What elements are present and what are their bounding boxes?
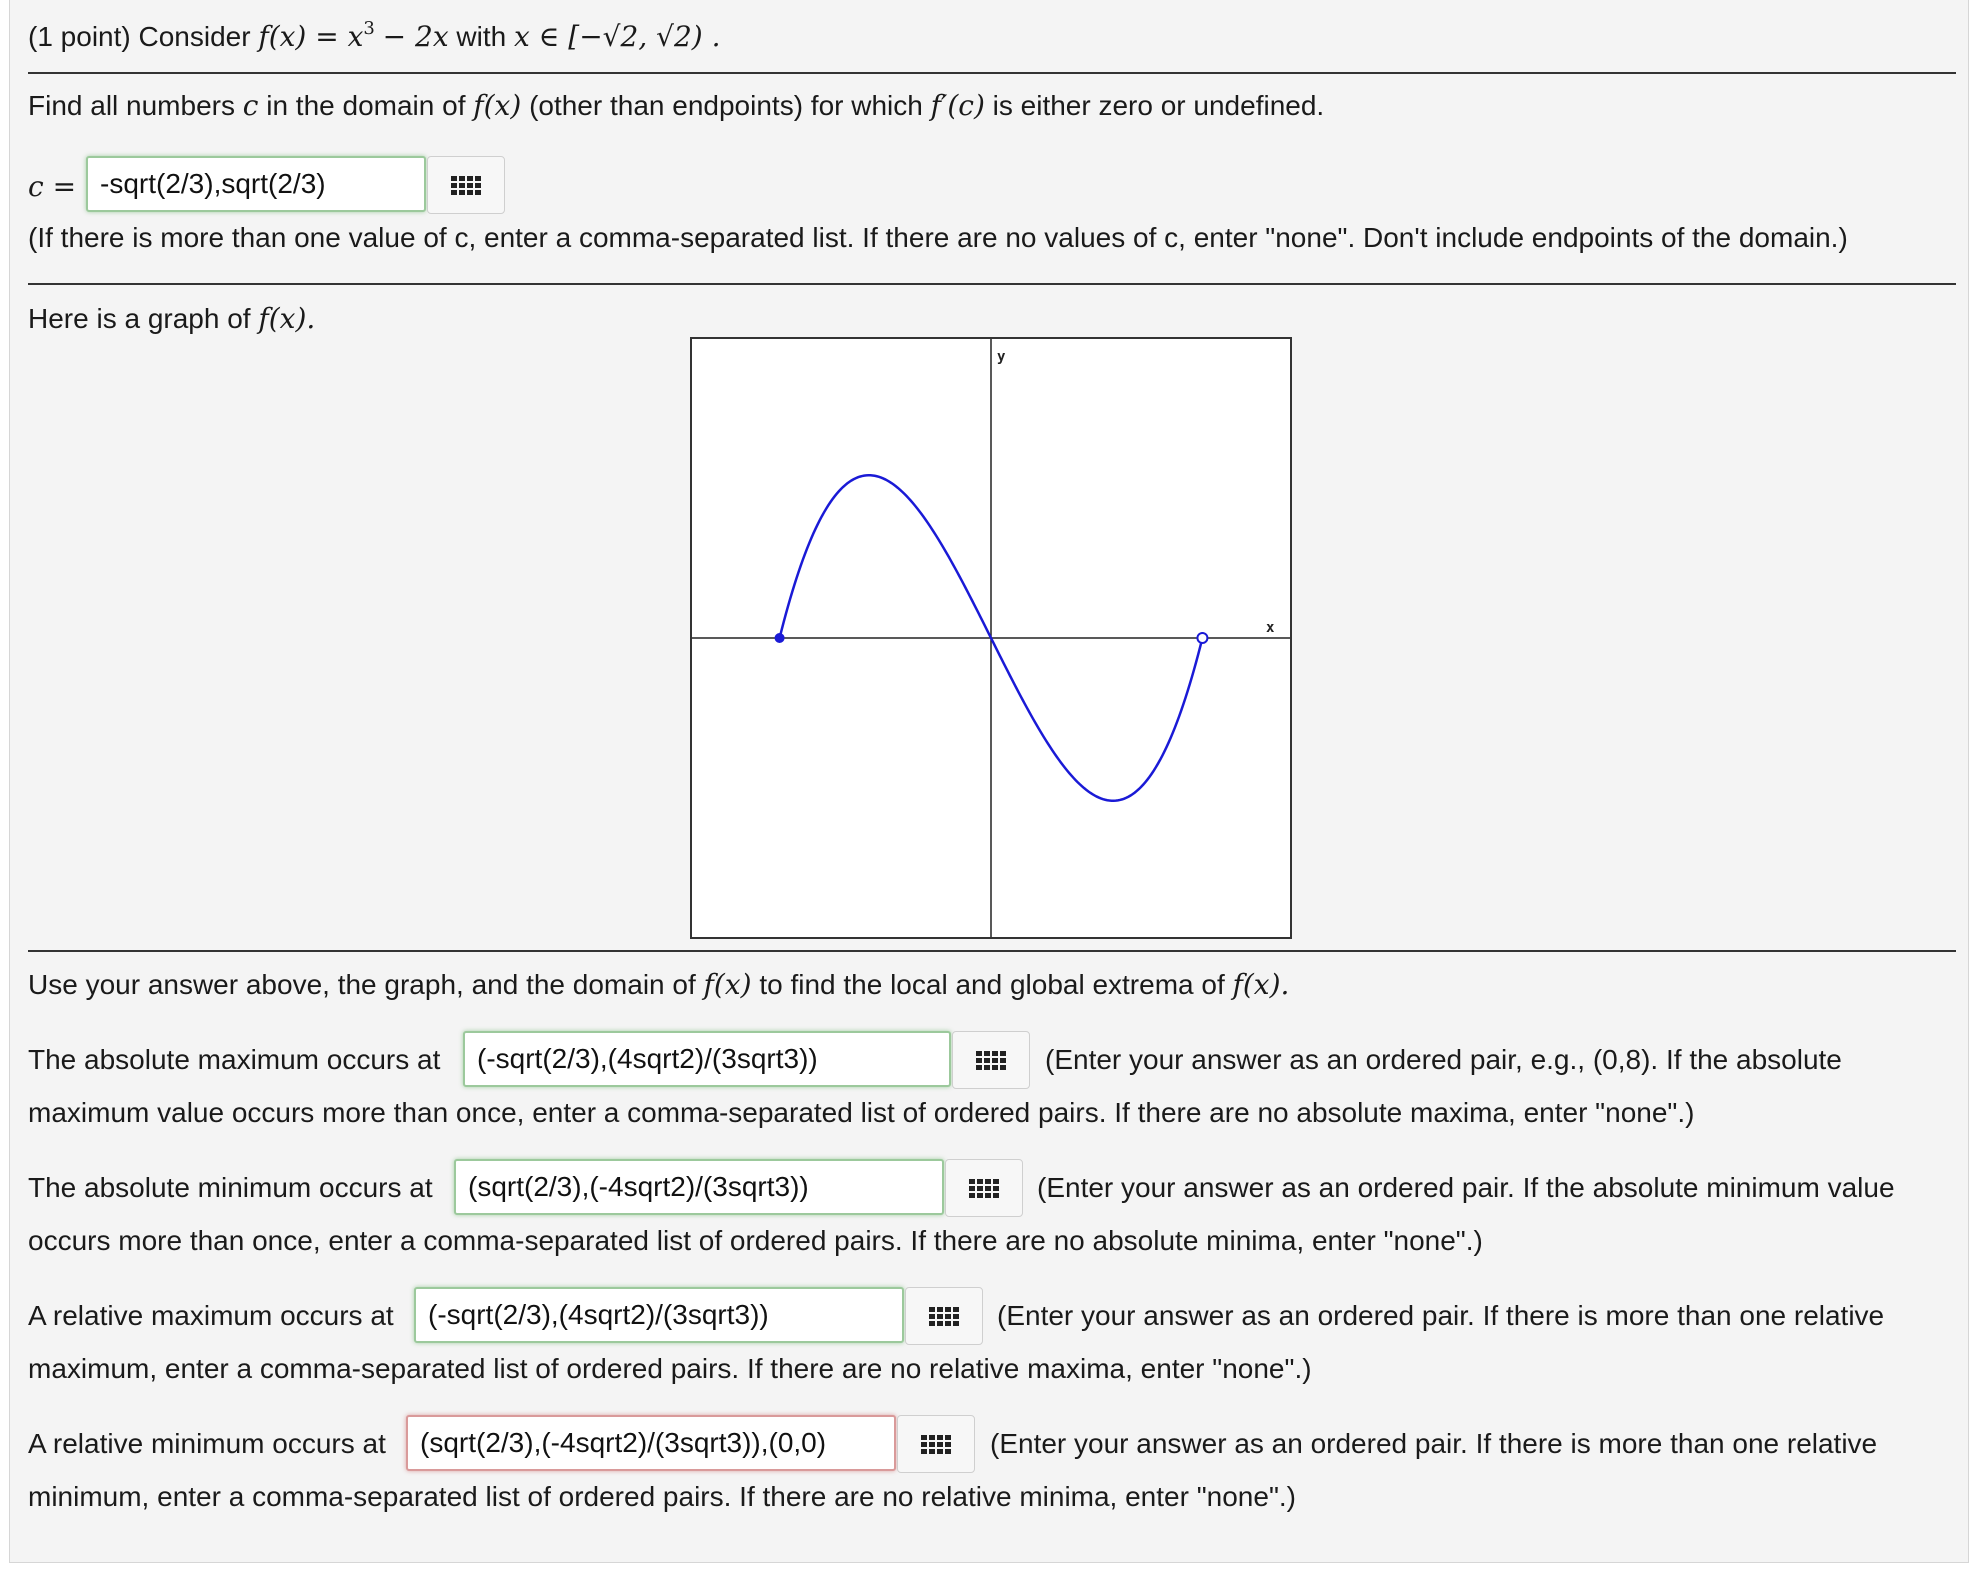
abs-max-label: The absolute maximum occurs at (28, 1044, 441, 1075)
q1-text-mid2: (other than endpoints) for which (529, 90, 923, 121)
closed-endpoint-dot (775, 633, 785, 643)
extrema-intro-fx2: f(x). (1232, 968, 1290, 1001)
keypad-icon (921, 1435, 951, 1454)
divider (28, 72, 1956, 74)
q1-c-var: c (242, 89, 259, 122)
graph-intro (28, 302, 315, 335)
problem-header (28, 20, 721, 53)
abs-min-label: The absolute minimum occurs at (28, 1172, 433, 1203)
header-with: with (456, 21, 507, 52)
extrema-intro-text: Use your answer above, the graph, and the domain of (28, 969, 696, 1000)
rel-max-hint-2: maximum, enter a comma-separated list of ordered pairs. If there are no relative maxima, enter "none".) (28, 1353, 1312, 1384)
keypad-icon (451, 176, 481, 195)
q1-prompt (28, 89, 1324, 122)
q1-fx: f(x) (473, 89, 522, 122)
q1-fpc: f′(c) (930, 89, 985, 122)
header-exponent: 3 (363, 18, 375, 39)
divider (28, 283, 1956, 285)
rel-max-label: A relative maximum occurs at (28, 1300, 394, 1331)
equation-editor-button[interactable] (952, 1031, 1030, 1089)
header-function: f(x) = x (258, 20, 364, 53)
header-function-rest: − 2x (382, 20, 449, 53)
q1-text-before: Find all numbers (28, 90, 235, 121)
rel-min-label: A relative minimum occurs at (28, 1428, 386, 1459)
abs-max-hint-2: maximum value occurs more than once, enter a comma-separated list of ordered pairs. If there are no absolute maxima, enter "none".) (28, 1097, 1695, 1128)
rel-max-hint-1: (Enter your answer as an ordered pair. If there is more than one relative (997, 1300, 1885, 1331)
rel-min-hint-2: minimum, enter a comma-separated list of ordered pairs. If there are no relative minima, enter "none".) (28, 1481, 1296, 1512)
graph-intro-fx: f(x). (258, 302, 316, 335)
open-endpoint-dot (1197, 633, 1207, 643)
graph-intro-text: Here is a graph of (28, 303, 251, 334)
rel-min-hint-1: (Enter your answer as an ordered pair. If there is more than one relative (990, 1428, 1878, 1459)
header-domain: x ∈ [−√2, √2) . (513, 20, 721, 53)
keypad-icon (929, 1307, 959, 1326)
q1-text-mid: in the domain of (266, 90, 466, 121)
abs-min-hint-2: occurs more than once, enter a comma-separated list of ordered pairs. If there are no absolute minima, enter "none".) (28, 1225, 1483, 1256)
abs-max-input[interactable]: (-sqrt(2/3),(4sqrt2)/(3sqrt3)) (463, 1031, 951, 1087)
y-axis-label: y (997, 349, 1006, 365)
extrema-intro-text-after: to find the local and global extrema of (759, 969, 1225, 1000)
rel-max-input[interactable]: (-sqrt(2/3),(4sqrt2)/(3sqrt3)) (414, 1287, 904, 1343)
divider (28, 950, 1956, 952)
extrema-intro-fx: f(x) (703, 968, 752, 1001)
extrema-intro (28, 968, 1289, 1001)
graph-svg (692, 339, 1290, 937)
function-graph (690, 337, 1292, 939)
keypad-icon (976, 1051, 1006, 1070)
keypad-icon (969, 1179, 999, 1198)
c-label: c = (28, 170, 77, 203)
q1-text-after: is either zero or undefined. (992, 90, 1325, 121)
x-axis-label: x (1266, 620, 1275, 636)
rel-min-input[interactable]: (sqrt(2/3),(-4sqrt2)/(3sqrt3)),(0,0) (406, 1415, 896, 1471)
abs-min-hint-1: (Enter your answer as an ordered pair. If the absolute minimum value (1037, 1172, 1895, 1203)
q1-hint: (If there is more than one value of c, enter a comma-separated list. If there are no values of c, enter "none". Don't include endpoints of the domain.) (28, 222, 1848, 253)
equation-editor-button[interactable] (897, 1415, 975, 1473)
c-answer-input[interactable]: -sqrt(2/3),sqrt(2/3) (86, 156, 426, 212)
abs-min-input[interactable]: (sqrt(2/3),(-4sqrt2)/(3sqrt3)) (454, 1159, 944, 1215)
equation-editor-button[interactable] (905, 1287, 983, 1345)
abs-max-hint-1: (Enter your answer as an ordered pair, e.g., (0,8). If the absolute (1045, 1044, 1842, 1075)
header-prefix: (1 point) Consider (28, 21, 251, 52)
equation-editor-button[interactable] (427, 156, 505, 214)
equation-editor-button[interactable] (945, 1159, 1023, 1217)
